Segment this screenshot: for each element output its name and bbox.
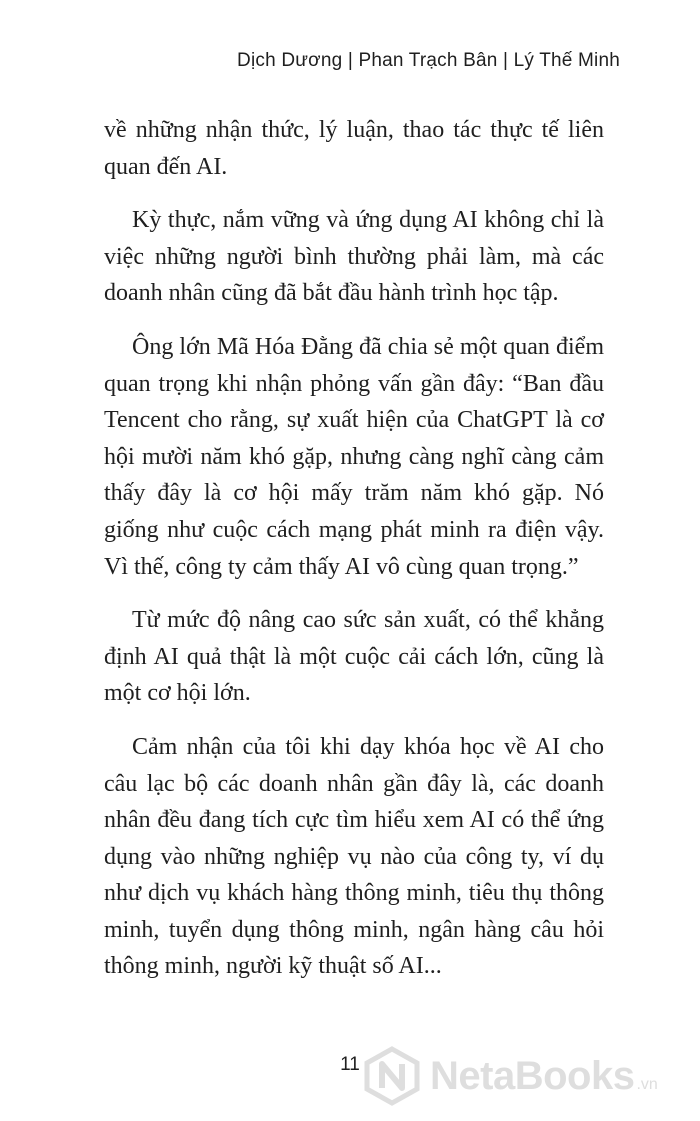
paragraph-continued: về những nhận thức, lý luận, thao tác thực tế liên quan đến AI. xyxy=(104,117,604,180)
watermark xyxy=(362,1040,658,1112)
page-number: 11 xyxy=(340,1054,360,1075)
paragraph: Cảm nhận của tôi khi dạy khóa học về AI cho câu lạc bộ các doanh nhân gần đây là, các doanh nhân đều đang tích cực tìm hiểu xem AI có thể ứng dụng vào những nghiệp vụ nào của công ty, ví dụ như dịch vụ khách hàng thông minh, tiêu thụ thông minh, tuyển dụng thông minh, ngân hàng câu hỏi thông minh, người kỹ thuật số AI... xyxy=(104,733,604,980)
watermark-brand: NetaBooks xyxy=(430,1053,635,1098)
watermark-suffix: .vn xyxy=(636,1076,658,1093)
running-header: Dịch Dương | Phan Trạch Bân | Lý Thế Minh xyxy=(237,50,620,71)
paragraph: Kỳ thực, nắm vững và ứng dụng AI không chỉ là việc những người bình thường phải làm, mà các doanh nhân cũng đã bắt đầu hành trình học tập. xyxy=(104,207,604,307)
paragraph: Ông lớn Mã Hóa Đằng đã chia sẻ một quan điểm quan trọng khi nhận phỏng vấn gần đây: “Ban đầu Tencent cho rằng, sự xuất hiện của ChatGPT là cơ hội mười năm khó gặp, nhưng càng nghĩ càng cảm thấy đây là cơ hội mấy trăm năm khó gặp. Nó giống như cuộc cách mạng phát minh ra điện vậy. Vì thế, công ty cảm thấy AI vô cùng quan trọng.” xyxy=(104,333,604,580)
paragraph: Từ mức độ nâng cao sức sản xuất, có thể khẳng định AI quả thật là một cuộc cải cách lớn, cũng là một cơ hội lớn. xyxy=(104,607,604,707)
body-text xyxy=(104,112,604,1002)
netabooks-logo-icon xyxy=(362,1046,422,1106)
